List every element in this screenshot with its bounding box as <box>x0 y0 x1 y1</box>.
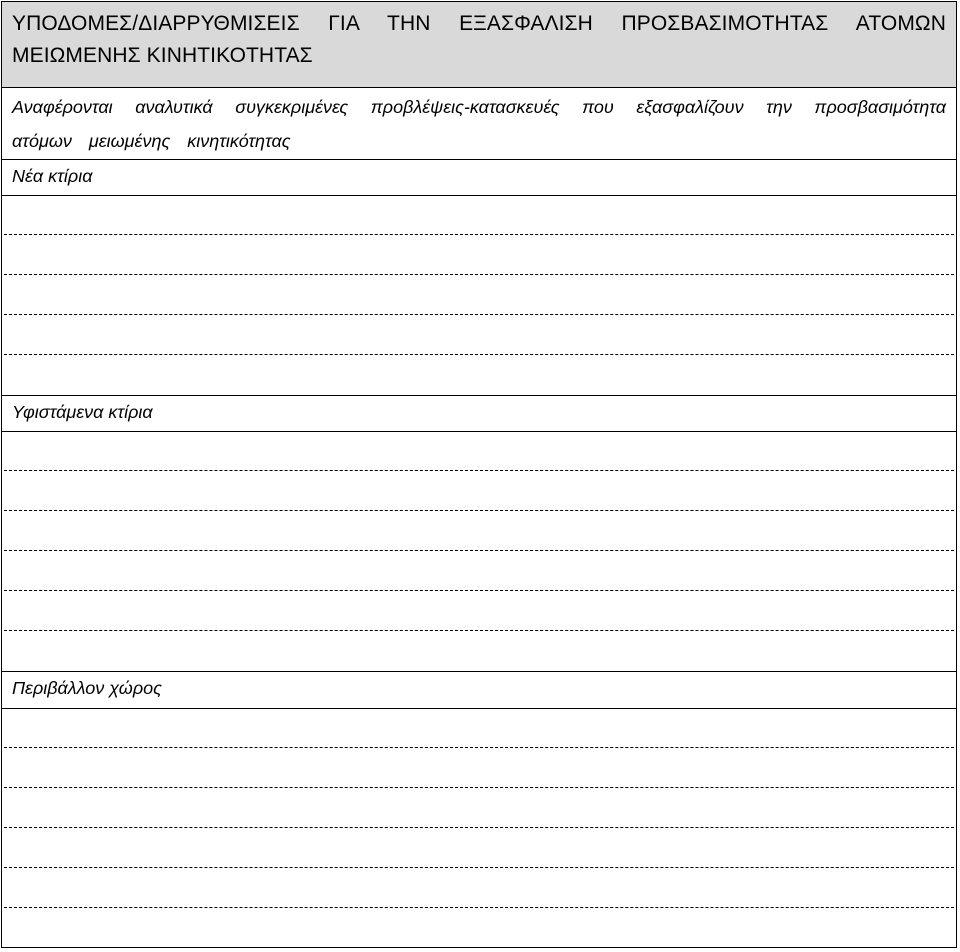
section-label: Περιβάλλον χώρος <box>12 678 162 698</box>
answer-line[interactable] <box>4 747 954 748</box>
answer-line[interactable] <box>4 590 954 591</box>
answer-line[interactable] <box>4 234 954 235</box>
accessibility-form <box>1 1 957 948</box>
section-header-new-buildings <box>2 160 956 196</box>
section-header-surrounding-area <box>2 671 956 709</box>
answer-line[interactable] <box>4 274 954 275</box>
section-label: Νέα κτίρια <box>12 166 93 186</box>
answer-line[interactable] <box>4 510 954 511</box>
answer-line[interactable] <box>4 907 954 908</box>
answer-line[interactable] <box>4 550 954 551</box>
answer-line[interactable] <box>4 787 954 788</box>
answer-line[interactable] <box>4 827 954 828</box>
form-description: Αναφέρονται αναλυτικά συγκεκριμένες προβλέψεις-κατασκευές που εξασφαλίζουν την προσβασιμότητα ατόμων μειωμένης κινητικότητας <box>12 97 946 151</box>
section-label: Υφιστάμενα κτίρια <box>12 402 153 422</box>
form-title: ΥΠΟΔΟΜΕΣ/ΔΙΑΡΡΥΘΜΙΣΕΙΣ ΓΙΑ ΤΗΝ ΕΞΑΣΦΑΛΙΣΗ ΠΡΟΣΒΑΣΙΜΟΤΗΤΑΣ ΑΤΟΜΩΝ ΜΕΙΩΜΕΝΗΣ ΚΙΝΗΤΙΚΟΤΗΤΑΣ <box>12 12 946 67</box>
description-row <box>2 88 956 160</box>
answer-line[interactable] <box>4 867 954 868</box>
answer-line[interactable] <box>4 354 954 355</box>
answer-line[interactable] <box>4 314 954 315</box>
section-header-existing-buildings <box>2 395 956 432</box>
answer-line[interactable] <box>4 630 954 631</box>
title-row <box>2 2 956 88</box>
answer-line[interactable] <box>4 470 954 471</box>
